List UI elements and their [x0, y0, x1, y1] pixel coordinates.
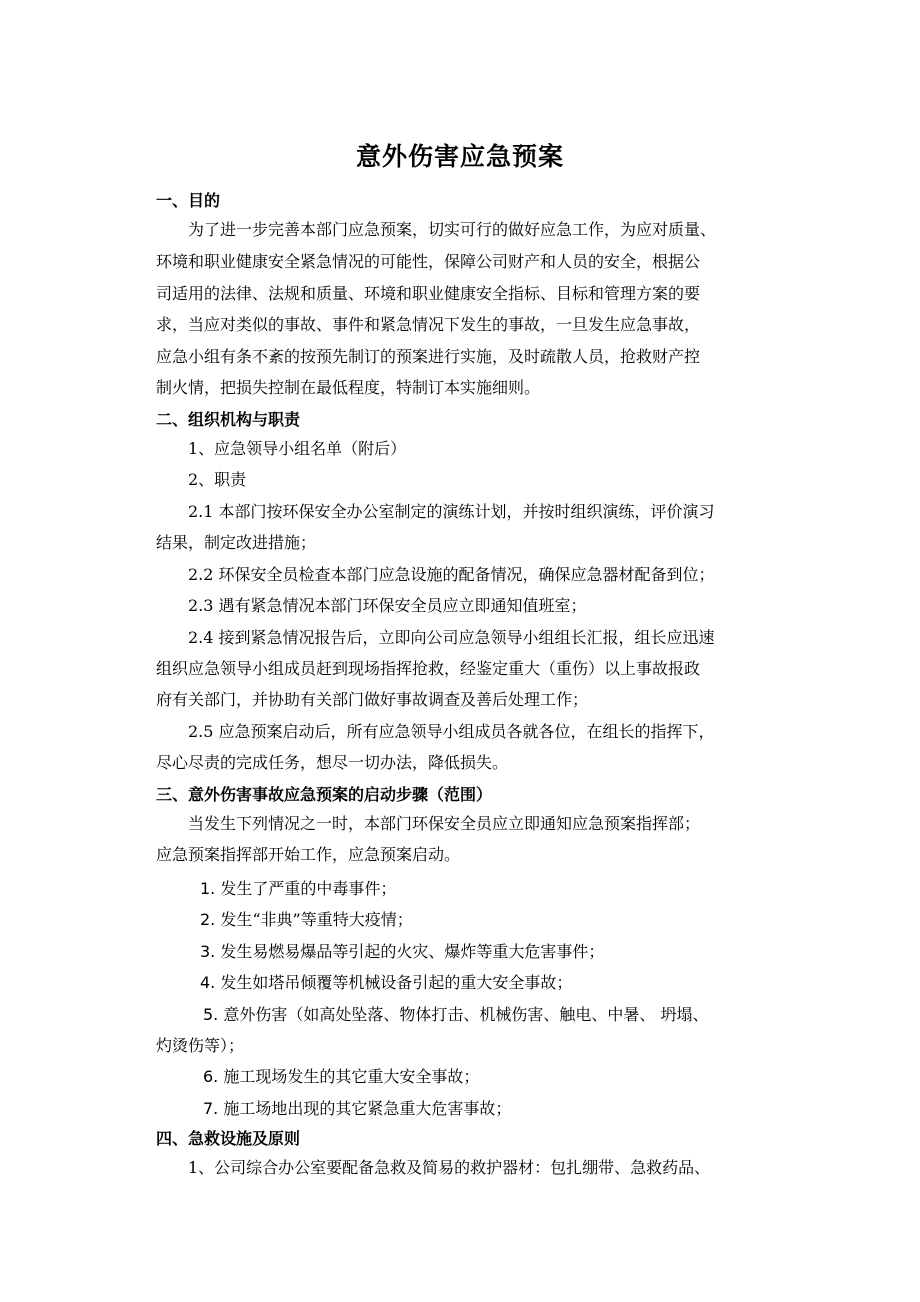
list-number: 2. [200, 910, 216, 929]
list-text: 发生“非典”等重特大疫情； [220, 910, 413, 929]
paragraph-line: 环境和职业健康安全紧急情况的可能性，保障公司财产和人员的安全，根据公 [156, 252, 701, 271]
list-number: 3. [200, 942, 216, 961]
paragraph-line: 结果，制定改进措施； [156, 533, 317, 552]
paragraph-line: 1、应急领导小组名单（附后） [188, 439, 407, 458]
list-text: 发生如塔吊倾覆等机械设备引起的重大安全事故； [220, 973, 573, 992]
list-text: 施工场地出现的其它紧急重大危害事故； [223, 1099, 512, 1118]
list-text: 意外伤害（如高处坠落、物体打击、机械伤害、触电、中暑、 坍塌、 [223, 1005, 709, 1024]
list-number: 7. [203, 1099, 219, 1118]
section-heading-first-aid: 四、急救设施及原则 [156, 1129, 301, 1148]
paragraph-line: 2.3 遇有紧急情况本部门环保安全员应立即通知值班室； [188, 596, 587, 615]
list-text: 发生了严重的中毒事件； [220, 879, 397, 898]
paragraph-line: 2.4 接到紧急情况报告后，立即向公司应急领导小组组长汇报，组长应迅速 [188, 628, 715, 647]
list-text: 灼烫伤等）； [156, 1036, 245, 1055]
list-item [203, 1002, 708, 1025]
paragraph-line: 组织应急领导小组成员赶到现场指挥抢救，经鉴定重大（重伤）以上事故报政 [156, 659, 701, 678]
paragraph-line: 2.2 环保安全员检查本部门应急设施的配备情况，确保应急器材配备到位； [188, 565, 715, 584]
paragraph-line: 2.5 应急预案启动后，所有应急领导小组成员各就各位，在组长的指挥下， [188, 722, 715, 741]
list-number: 6. [203, 1067, 219, 1086]
list-item [200, 907, 413, 930]
document-title: 意外伤害应急预案 [355, 142, 564, 171]
list-text: 发生易燃易爆品等引起的火灾、爆炸等重大危害事件； [220, 942, 605, 961]
list-item [200, 876, 396, 899]
list-item [200, 970, 572, 993]
section-heading-activation: 三、意外伤害事故应急预案的启动步骤（范围） [156, 785, 493, 804]
paragraph-line: 当发生下列情况之一时，本部门环保安全员应立即通知应急预案指挥部； [188, 814, 701, 833]
paragraph-line: 求，当应对类似的事故、事件和紧急情况下发生的事故，一旦发生应急事故， [156, 315, 701, 334]
list-item [203, 1096, 511, 1119]
paragraph-line: 司适用的法律、法规和质量、环境和职业健康安全指标、目标和管理方案的要 [156, 284, 701, 303]
list-number: 4. [200, 973, 216, 992]
list-item [200, 939, 604, 962]
paragraph-line: 府有关部门，并协助有关部门做好事故调查及善后处理工作； [156, 690, 589, 709]
paragraph-line: 为了进一步完善本部门应急预案，切实可行的做好应急工作，为应对质量、 [188, 220, 717, 239]
paragraph-line: 尽心尽责的完成任务，想尽一切办法，降低损失。 [156, 753, 509, 772]
paragraph-line: 应急预案指挥部开始工作，应急预案启动。 [156, 845, 461, 864]
list-item-continuation [156, 1033, 244, 1056]
list-item [203, 1064, 479, 1087]
section-heading-organization: 二、组织机构与职责 [156, 410, 301, 429]
section-heading-purpose: 一、目的 [156, 191, 221, 210]
list-number: 1. [200, 879, 216, 898]
paragraph-line: 1、公司综合办公室要配备急救及简易的救护器材：包扎绷带、急救药品、 [188, 1158, 711, 1177]
paragraph-line: 2.1 本部门按环保安全办公室制定的演练计划，并按时组织演练，评价演习 [188, 502, 715, 521]
paragraph-line: 2、职责 [188, 470, 247, 489]
list-number: 5. [203, 1005, 219, 1024]
list-text: 施工现场发生的其它重大安全事故； [223, 1067, 480, 1086]
paragraph-line: 应急小组有条不紊的按预先制订的预案进行实施，及时疏散人员，抢救财产控 [156, 347, 701, 366]
paragraph-line: 制火情，把损失控制在最低程度，特制订本实施细则。 [156, 378, 541, 397]
